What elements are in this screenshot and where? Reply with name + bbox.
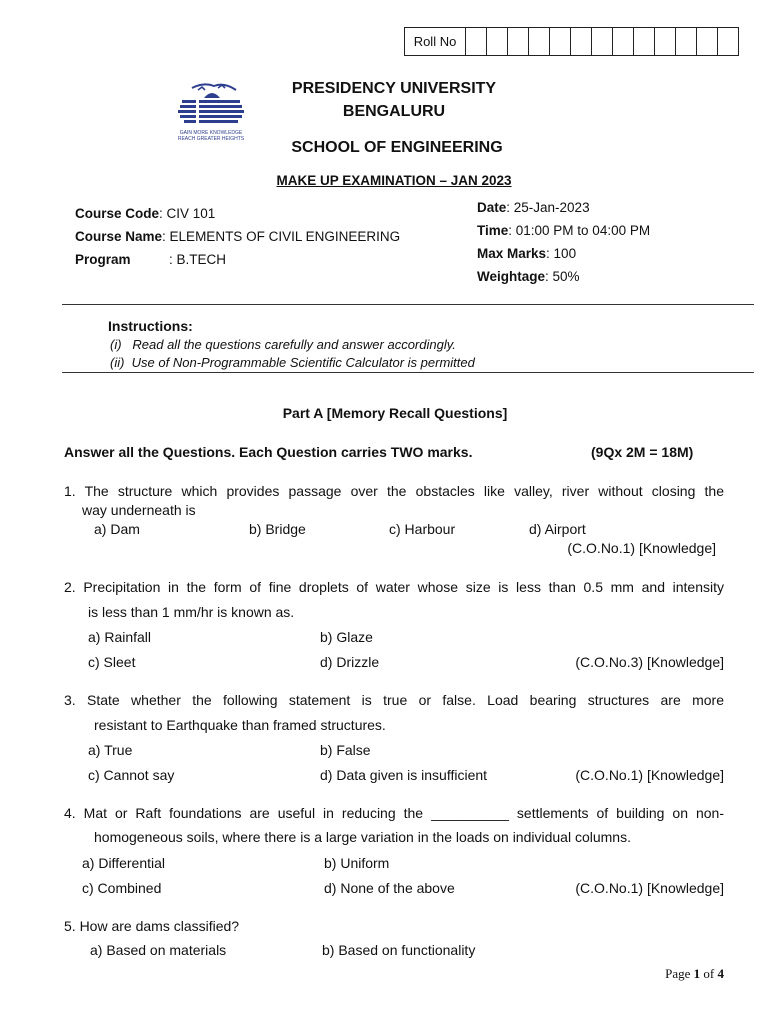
part-a-marks: (9Qx 2M = 18M): [591, 444, 694, 460]
q1-text-line1: 1. The structure which provides passage over the obstacles like valley, river without closing the: [64, 483, 724, 499]
q2-option-a: a) Rainfall: [88, 629, 152, 645]
roll-cell: [529, 28, 550, 56]
roll-cell: [550, 28, 571, 56]
q4-course-outcome: (C.O.No.1) [Knowledge]: [575, 880, 724, 896]
q1-option-d: d) Airport: [529, 521, 586, 537]
answer-all-instruction: Answer all the Questions. Each Question carries TWO marks.: [64, 444, 473, 460]
roll-cell: [466, 28, 487, 56]
exam-date: Date: 25-Jan-2023: [477, 200, 590, 215]
q3-option-a: a) True: [88, 742, 133, 758]
q3-text-line2: resistant to Earthquake than framed structures.: [94, 717, 386, 733]
instruction-2: (ii) Use of Non-Programmable Scientific Calculator is permitted: [110, 355, 475, 370]
q1-option-a: a) Dam: [94, 521, 140, 537]
q2-course-outcome: (C.O.No.3) [Knowledge]: [575, 654, 724, 670]
university-city: BENGALURU: [342, 103, 446, 120]
q1-course-outcome: (C.O.No.1) [Knowledge]: [567, 540, 716, 556]
q2-option-c: c) Sleet: [88, 654, 136, 670]
q5-option-a: a) Based on materials: [90, 942, 227, 958]
roll-cell: [487, 28, 508, 56]
q4-option-a: a) Differential: [82, 855, 166, 871]
q2-option-d: d) Drizzle: [320, 654, 380, 670]
roll-cell: [613, 28, 634, 56]
q5-option-b: b) Based on functionality: [322, 942, 476, 958]
logo-motto-1: GAIN MORE KNOWLEDGE: [179, 130, 243, 136]
divider: [62, 304, 754, 305]
university-name: PRESIDENCY UNIVERSITY: [291, 80, 497, 97]
q2-text-line2: is less than 1 mm/hr is known as.: [88, 604, 295, 620]
roll-number-box: [404, 27, 739, 56]
roll-cell: [676, 28, 697, 56]
school-name: SCHOOL OF ENGINEERING: [291, 139, 503, 156]
q4-option-d: d) None of the above: [324, 880, 455, 896]
q4-option-c: c) Combined: [82, 880, 162, 896]
logo-motto-2: REACH GREATER HEIGHTS: [177, 136, 245, 142]
q1-option-b: b) Bridge: [249, 521, 306, 537]
exam-time: Time: 01:00 PM to 04:00 PM: [477, 223, 651, 238]
instruction-1: (i) Read all the questions carefully and answer accordingly.: [110, 337, 456, 352]
q4-option-b: b) Uniform: [324, 855, 390, 871]
page-number: Page 1 of 4: [665, 966, 724, 981]
weightage: Weightage: 50%: [477, 269, 580, 284]
roll-cell: [697, 28, 718, 56]
q2-text-line1: 2. Precipitation in the form of fine droplets of water whose size is less than 0.5 mm and intensity: [64, 579, 724, 595]
q3-option-b: b) False: [320, 742, 371, 758]
q5-text: 5. How are dams classified?: [64, 918, 240, 934]
course-name: Course Name: ELEMENTS OF CIVIL ENGINEERING: [75, 229, 401, 244]
q1-text-line2: way underneath is: [82, 502, 196, 518]
course-code: Course Code: CIV 101: [75, 206, 216, 221]
q3-text-line1: 3. State whether the following statement is true or false. Load bearing structures are more: [64, 692, 724, 708]
q3-option-c: c) Cannot say: [88, 767, 175, 783]
q1-option-c: c) Harbour: [389, 521, 456, 537]
roll-cell: [655, 28, 676, 56]
roll-no-label: Roll No: [405, 28, 466, 56]
roll-cell: [718, 28, 739, 56]
part-a-title: Part A [Memory Recall Questions]: [282, 405, 508, 421]
roll-cell: [508, 28, 529, 56]
q4-text-line2: homogeneous soils, where there is a large variation in the loads on individual columns.: [94, 829, 631, 845]
roll-cell: [592, 28, 613, 56]
max-marks: Max Marks: 100: [477, 246, 577, 261]
q3-option-d: d) Data given is insufficient: [320, 767, 488, 783]
q4-text-line1: 4. Mat or Raft foundations are useful in reducing the __________ settlements of building on non-: [64, 805, 724, 821]
exam-title: MAKE UP EXAMINATION – JAN 2023: [276, 173, 512, 188]
program: Program : B.TECH: [75, 252, 227, 267]
q3-course-outcome: (C.O.No.1) [Knowledge]: [575, 767, 724, 783]
roll-cell: [571, 28, 592, 56]
roll-cell: [634, 28, 655, 56]
instructions-heading: Instructions:: [108, 318, 193, 334]
divider: [62, 372, 754, 373]
q2-option-b: b) Glaze: [320, 629, 373, 645]
